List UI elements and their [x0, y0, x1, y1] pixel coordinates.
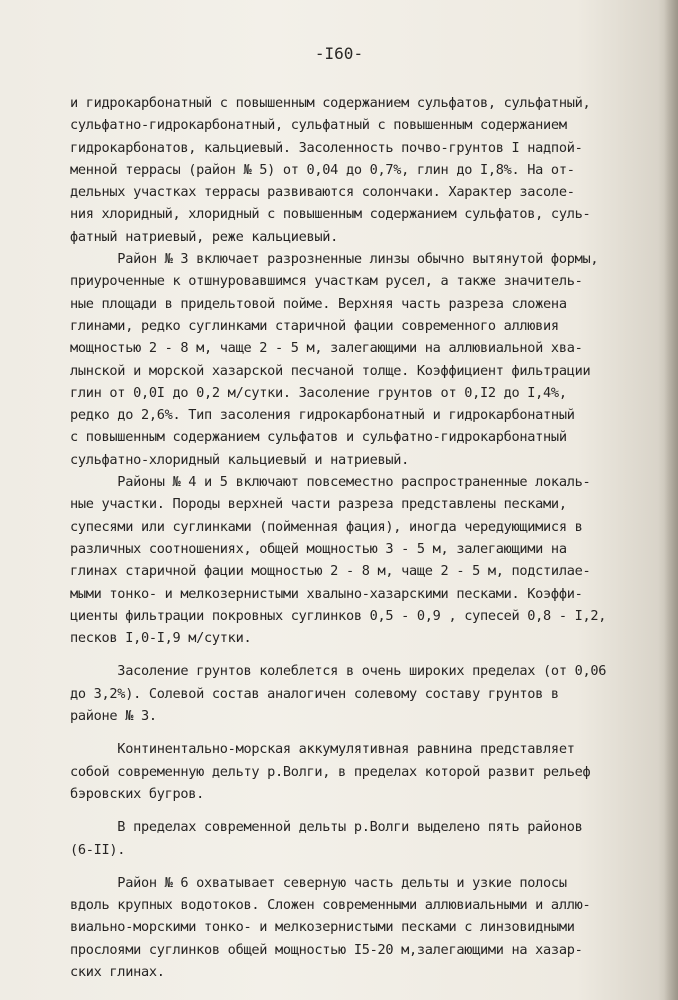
text-line: вдоль крупных водотоков. Сложен современными аллювиальными и аллю- — [70, 897, 591, 914]
text-line: приуроченные к отшнуровавшимся участкам русел, а также значитель- — [70, 273, 583, 290]
text-line: глинами, редко суглинками старичной фации современного аллювия — [70, 317, 559, 334]
text-line: супесями или суглинками (пойменная фация), иногда чередующимися в — [70, 518, 583, 535]
paragraph — [70, 738, 670, 805]
text-line: ные площади в придельтовой пойме. Верхняя часть разреза сложена — [70, 295, 567, 312]
text-line: Континентально-морская аккумулятивная равнина представляет — [70, 741, 575, 758]
text-line: и гидрокарбонатный с повышенным содержанием сульфатов, сульфатный, — [70, 95, 591, 111]
text-line: гидрокарбонатов, кальциевый. Засоленность почво-грунтов I надпой- — [70, 139, 583, 156]
text-line: Районы № 4 и 5 включают повсеместно распространенные локаль- — [70, 474, 591, 491]
text-line: бэровских бугров. — [70, 785, 205, 802]
text-line: ния хлоридный, хлоридный с повышенным содержанием сульфатов, суль- — [70, 206, 591, 223]
text-line: Район № 3 включает разрозненные линзы обычно вытянутой формы, — [70, 251, 599, 268]
text-line: с повышенным содержанием сульфатов и сульфатно-гидрокарбонатный — [70, 429, 567, 446]
text-line: мыми тонко- и мелкозернистыми хвалыно-хазарскими песками. Коэффи- — [70, 585, 583, 602]
page-number: -I60- — [314, 44, 364, 63]
text-line: циенты фильтрации покровных суглинков 0,5 - 0,9 , супесей 0,8 - I,2, — [70, 607, 607, 624]
text-line: глинах старичной фации мощностью 2 - 8 м, чаще 2 - 5 м, подстилае- — [70, 563, 591, 580]
text-line: дельных участках террасы развиваются солончаки. Характер засоле- — [70, 184, 575, 201]
paragraph-gap — [70, 649, 670, 660]
text-line: сульфатно-хлоридный кальциевый и натриевый. — [70, 451, 410, 468]
paragraph — [70, 816, 670, 861]
text-line: прослоями суглинков общей мощностью I5-20 м,залегающими на хазар- — [70, 941, 583, 958]
text-line: районе № 3. — [70, 708, 157, 725]
text-line: до 3,2%). Солевой состав аналогичен солевому составу грунтов в — [70, 685, 559, 702]
text-line: глин от 0,0I до 0,2 м/сутки. Засоление грунтов от 0,I2 до I,4%, — [70, 384, 567, 401]
text-line: виально-морскими тонко- и мелкозернистыми песками с линзовидными — [70, 919, 575, 936]
paragraph-gap — [70, 727, 670, 738]
text-line: ских глинах. — [70, 963, 165, 980]
paragraph — [70, 248, 670, 471]
text-line: В пределах современной дельты р.Волги выделено пять районов — [70, 819, 583, 836]
text-line: песков I,0-I,9 м/сутки. — [70, 630, 252, 647]
paragraph — [70, 660, 670, 727]
text-line: собой современную дельту р.Волги, в пределах которой развит рельеф — [70, 763, 591, 780]
text-line: Район № 6 охватывает северную часть дельты и узкие полосы — [70, 874, 567, 891]
paragraph-gap — [70, 805, 670, 816]
text-line: сульфатно-гидрокарбонатный, сульфатный с повышенным содержанием — [70, 117, 567, 134]
text-line: Засоление грунтов колеблется в очень широких пределах (от 0,06 — [70, 663, 607, 680]
paragraph-gap — [70, 861, 670, 872]
paragraph — [70, 92, 670, 248]
text-line: различных соотношениях, общей мощностью 3 - 5 м, залегающими на — [70, 540, 567, 557]
body-text — [70, 92, 670, 983]
text-line: редко до 2,6%. Тип засоления гидрокарбонатный и гидрокарбонатный — [70, 407, 575, 424]
text-line: лынской и морской хазарской песчаной толще. Коэффициент фильтрации — [70, 362, 591, 379]
text-line: ные участки. Породы верхней части разреза представлены песками, — [70, 496, 567, 513]
paragraph — [70, 872, 670, 983]
text-line: фатный натриевый, реже кальциевый. — [70, 228, 339, 245]
text-line: (6-II). — [70, 841, 126, 858]
text-line: мощностью 2 - 8 м, чаще 2 - 5 м, залегающими на аллювиальной хва- — [70, 340, 583, 357]
paragraph — [70, 471, 670, 649]
text-line: менной террасы (район № 5) от 0,04 до 0,7%, глин до I,8%. На от- — [70, 161, 575, 178]
